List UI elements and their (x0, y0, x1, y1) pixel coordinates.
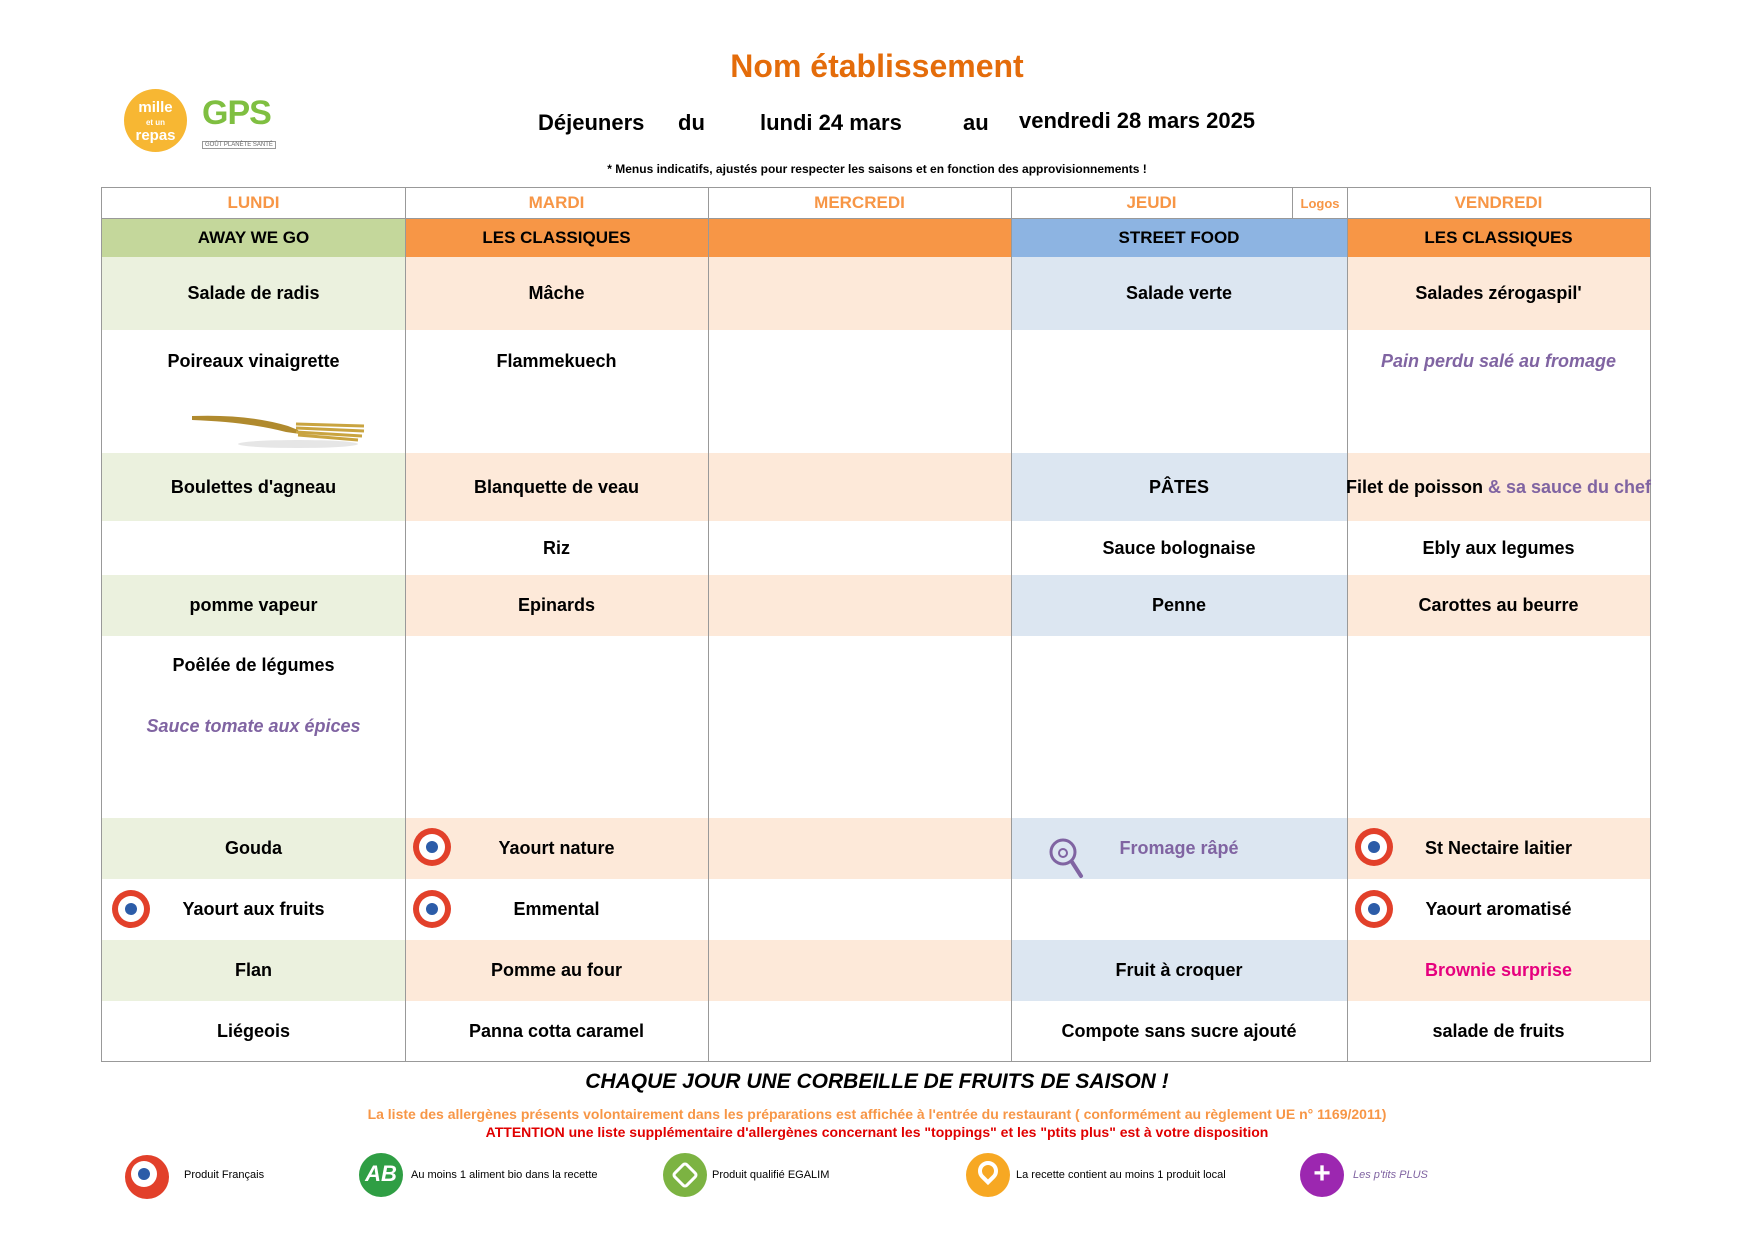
mardi-fromage: Yaourt nature (498, 838, 615, 858)
vendredi-dessert-2: salade de fruits (1432, 1020, 1565, 1041)
day-header-mercredi: MERCREDI (814, 193, 905, 212)
lundi-entree-1: Salade de radis (187, 283, 320, 303)
theme-jeudi: STREET FOOD (1118, 227, 1240, 247)
day-header-mardi: MARDI (528, 193, 585, 212)
legend-label-bio: Au moins 1 aliment bio dans la recette (411, 1169, 598, 1181)
allergen-notice: La liste des allergènes présents volontairement dans les préparations est affichée à l'entrée du restaurant ( conformément au règlement UE n° 1169/2011) (367, 1106, 1387, 1122)
lundi-laitage: Yaourt aux fruits (182, 899, 325, 919)
vendredi-accompagnement-1: Carottes au beurre (1418, 595, 1579, 615)
theme-vendredi: LES CLASSIQUES (1424, 227, 1573, 247)
jeudi-dessert-1: Fruit à croquer (1115, 960, 1243, 980)
day-header-vendredi: VENDREDI (1454, 193, 1543, 212)
legend-label-francais: Produit Français (184, 1169, 265, 1181)
page-title: Nom établissement (730, 48, 1024, 84)
mardi-dessert-1: Pomme au four (490, 960, 623, 980)
theme-lundi: AWAY WE GO (197, 227, 310, 247)
theme-mardi: LES CLASSIQUES (482, 227, 631, 247)
vendredi-plat-main: Filet de poisson (1345, 476, 1483, 497)
gps-logo: GPS GOÛT PLANÈTE SANTÉ (202, 94, 290, 150)
lundi-accompagnement-2: Poêlée de légumes (172, 654, 335, 675)
du-label: du (678, 110, 705, 135)
mardi-plat: Blanquette de veau (473, 476, 640, 497)
vendredi-plat-extra: & sa sauce du chef (1487, 476, 1652, 497)
vendredi-laitage: Yaourt aromatisé (1425, 899, 1572, 919)
lundi-fromage: Gouda (225, 838, 282, 858)
mardi-laitage: Emmental (513, 899, 600, 919)
jeudi-dessert-2: Compote sans sucre ajouté (1061, 1020, 1297, 1041)
lundi-plat: Boulettes d'agneau (170, 476, 337, 497)
logos-label: Logos (1300, 195, 1340, 211)
day-header-jeudi: JEUDI (1126, 193, 1177, 212)
mardi-dessert-2: Panna cotta caramel (468, 1020, 645, 1041)
legend-label-local: La recette contient au moins 1 produit local (1016, 1169, 1226, 1181)
mardi-entree-1: Mâche (528, 283, 585, 303)
fruit-basket-banner: CHAQUE JOUR UNE CORBEILLE DE FRUITS DE SAISON ! (585, 1070, 1169, 1093)
jeudi-plat: PÂTES (1148, 476, 1209, 497)
french-flag-icon (125, 1155, 169, 1199)
legend-label-ptits-plus: Les p'tits PLUS (1353, 1169, 1428, 1181)
vendredi-fromage: St Nectaire laitier (1424, 838, 1573, 858)
vendredi-dessert-1: Brownie surprise (1424, 960, 1573, 980)
egalim-icon (663, 1153, 707, 1197)
jeudi-accompagnement-1: Penne (1151, 595, 1207, 615)
start-date: lundi 24 mars (760, 110, 902, 135)
jeudi-accompagnement-0: Sauce bolognaise (1102, 537, 1256, 558)
vendredi-entree-1: Salades zérogaspil' (1415, 283, 1582, 303)
vendredi-plat (1347, 453, 1650, 521)
day-header-lundi: LUNDI (227, 193, 280, 212)
au-label: au (963, 110, 989, 135)
allergen-warning: ATTENTION une liste supplémentaire d'allergènes concernant les "toppings" et les "ptits plus" est à votre disposition (485, 1124, 1269, 1140)
lundi-dessert-2: Liégeois (216, 1020, 291, 1041)
table-bottom-border (101, 1061, 1651, 1062)
ptits-plus-icon: + (1300, 1153, 1344, 1197)
local-pin-icon (966, 1153, 1010, 1197)
legend-label-egalim: Produit qualifié EGALIM (712, 1169, 830, 1181)
jeudi-entree-1: Salade verte (1125, 283, 1233, 303)
lundi-accompagnement-1: pomme vapeur (189, 595, 318, 615)
lundi-sauce: Sauce tomate aux épices (146, 715, 361, 736)
mardi-accompagnement-0: Riz (543, 537, 570, 558)
menu-note: * Menus indicatifs, ajustés pour respecter les saisons et en fonction des approvisionnements ! (607, 162, 1147, 176)
vendredi-accompagnement-0: Ebly aux legumes (1422, 537, 1575, 558)
mille-et-un-repas-logo: mille et un repas (124, 89, 187, 152)
bio-ab-icon: AB (359, 1153, 403, 1197)
theme-mercredi (708, 218, 1011, 257)
vendredi-entree-2: Pain perdu salé au fromage (1380, 350, 1617, 371)
end-date: vendredi 28 mars 2025 (1019, 108, 1256, 133)
golden-fork-image (188, 404, 368, 460)
lundi-entree-2: Poireaux vinaigrette (167, 350, 340, 371)
mardi-entree-2: Flammekuech (496, 350, 617, 371)
mardi-accompagnement-1: Epinards (517, 595, 596, 615)
jeudi-fromage: Fromage râpé (1119, 838, 1239, 858)
dejeuners-label: Déjeuners (538, 110, 645, 135)
lundi-dessert-1: Flan (234, 960, 272, 980)
